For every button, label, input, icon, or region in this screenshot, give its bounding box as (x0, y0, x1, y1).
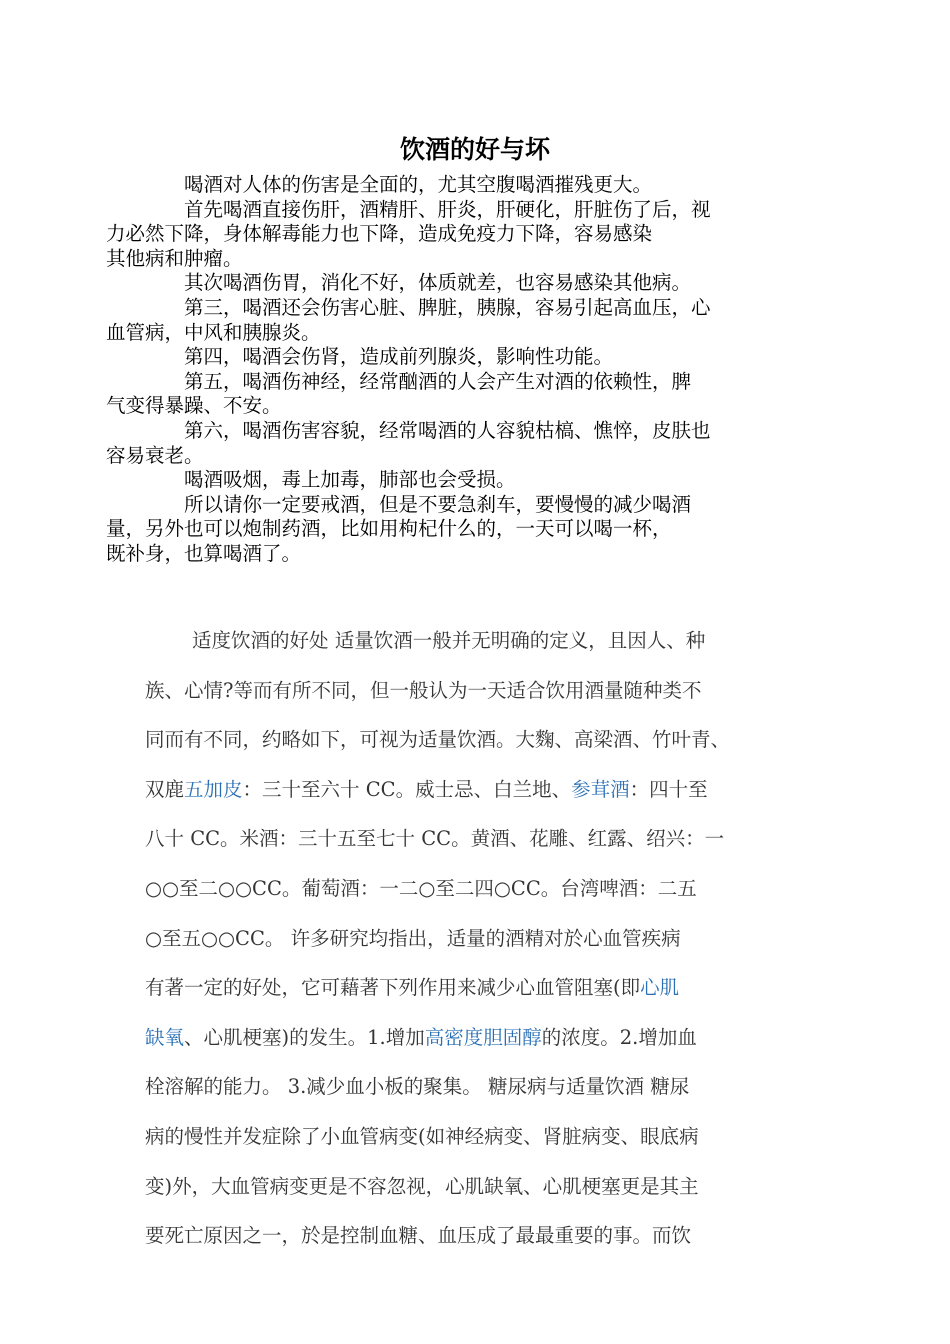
paragraph (145, 468, 805, 493)
text-line: 力必然下降，身体解毒能力也下降，造成免疫力下降，容易感染 (106, 222, 653, 246)
text-line (145, 765, 815, 815)
paragraph (106, 492, 805, 567)
text-line: 病的慢性并发症除了小血管病变(如神经病变、肾脏病变、眼底病 (145, 1124, 699, 1148)
text-line: ○○至二○○CC。葡萄酒：一二○至二四○CC。台湾啤酒：二五 (145, 876, 697, 900)
text-line: 第三，喝酒还会伤害心脏、脾脏，胰腺，容易引起高血压，心 (184, 295, 711, 319)
text-line: 喝酒对人体的伤害是全面的，尤其空腹喝酒摧残更大。 (184, 173, 653, 196)
text-line: 所以请你一定要戒酒，但是不要急刹车，要慢慢的减少喝酒 (184, 492, 692, 516)
paragraph (106, 197, 805, 272)
text-span: 双鹿 (145, 777, 185, 801)
text-line: 其次喝酒伤胃，消化不好，体质就差，也容易感染其他病。 (184, 271, 692, 295)
text-line (145, 1013, 815, 1063)
paragraph (145, 345, 805, 370)
text-line: 第六，喝酒伤害容貌，经常喝酒的人容貌枯槁、憔悴，皮肤也 (184, 418, 711, 442)
link-shenrongjiu[interactable]: 参茸酒 (571, 777, 630, 801)
text-line: 喝酒吸烟，毒上加毒，肺部也会受损。 (184, 468, 516, 492)
text-line: 量，另外也可以炮制药酒，比如用枸杞什么的，一天可以喝一杯， (106, 517, 672, 541)
text-line: 既补身，也算喝酒了。 (106, 541, 302, 565)
text-line: 血管病，中风和胰腺炎。 (106, 320, 321, 344)
paragraph (145, 271, 805, 296)
text-line: 要死亡原因之一，於是控制血糖、血压成了最最重要的事。而饮 (145, 1224, 692, 1248)
text-span: ：三十至六十 CC。威士忌、白兰地、 (242, 777, 572, 801)
document-title: 饮酒的好与坏 (399, 135, 550, 164)
text-line: 容易衰老。 (106, 443, 204, 467)
text-line: ○至五○○CC。 许多研究均指出，适量的酒精对於心血管疾病 (145, 926, 681, 950)
text-line: 适度饮酒的好处 适量饮酒一般并无明确的定义，且因人、种 (192, 629, 706, 652)
text-line: 变)外，大血管病变更是不容忽视，心肌缺氧、心肌梗塞更是其主 (145, 1174, 699, 1198)
link-wujiapi[interactable]: 五加皮 (184, 777, 243, 801)
text-span: ：四十至 (629, 777, 708, 801)
text-span: 的浓度。2.增加血 (541, 1025, 697, 1049)
link-xinji-part1[interactable]: 心肌 (640, 976, 680, 1000)
paragraph (106, 295, 805, 345)
text-span: 有著一定的好处，它可藉著下列作用来减少心血管阻塞(即 (145, 976, 641, 1000)
section-benefits (145, 616, 815, 1261)
text-line: 八十 CC。米酒：三十五至七十 CC。黄酒、花雕、红露、绍兴：一 (145, 827, 725, 851)
text-line: 第五，喝酒伤神经，经常酗酒的人会产生对酒的依赖性，脾 (184, 369, 692, 393)
paragraph (106, 369, 805, 419)
paragraph (145, 173, 805, 198)
section-harms (106, 173, 805, 567)
text-line: 栓溶解的能力。 3.减少血小板的聚集。 糖尿病与适量饮酒 糖尿 (145, 1075, 690, 1099)
text-line: 族、心情?等而有所不同，但一般认为一天适合饮用酒量随种类不 (145, 678, 702, 702)
link-xinji-part2[interactable]: 缺氧 (145, 1025, 185, 1049)
text-line: 同而有不同，约略如下，可视为适量饮酒。大麴、高梁酒、竹叶青、 (145, 728, 731, 752)
text-line (145, 963, 815, 1013)
text-line: 首先喝酒直接伤肝，酒精肝、肝炎，肝硬化，肝脏伤了后，视 (184, 197, 711, 221)
link-hdl-cholesterol[interactable]: 高密度胆固醇 (424, 1025, 542, 1049)
text-span: 、心肌梗塞)的发生。1.增加 (184, 1025, 425, 1049)
text-line: 其他病和肿瘤。 (106, 246, 243, 270)
text-line: 气变得暴躁、不安。 (106, 394, 282, 418)
paragraph (106, 418, 805, 468)
text-line: 第四，喝酒会伤肾，造成前列腺炎，影响性功能。 (184, 345, 614, 369)
